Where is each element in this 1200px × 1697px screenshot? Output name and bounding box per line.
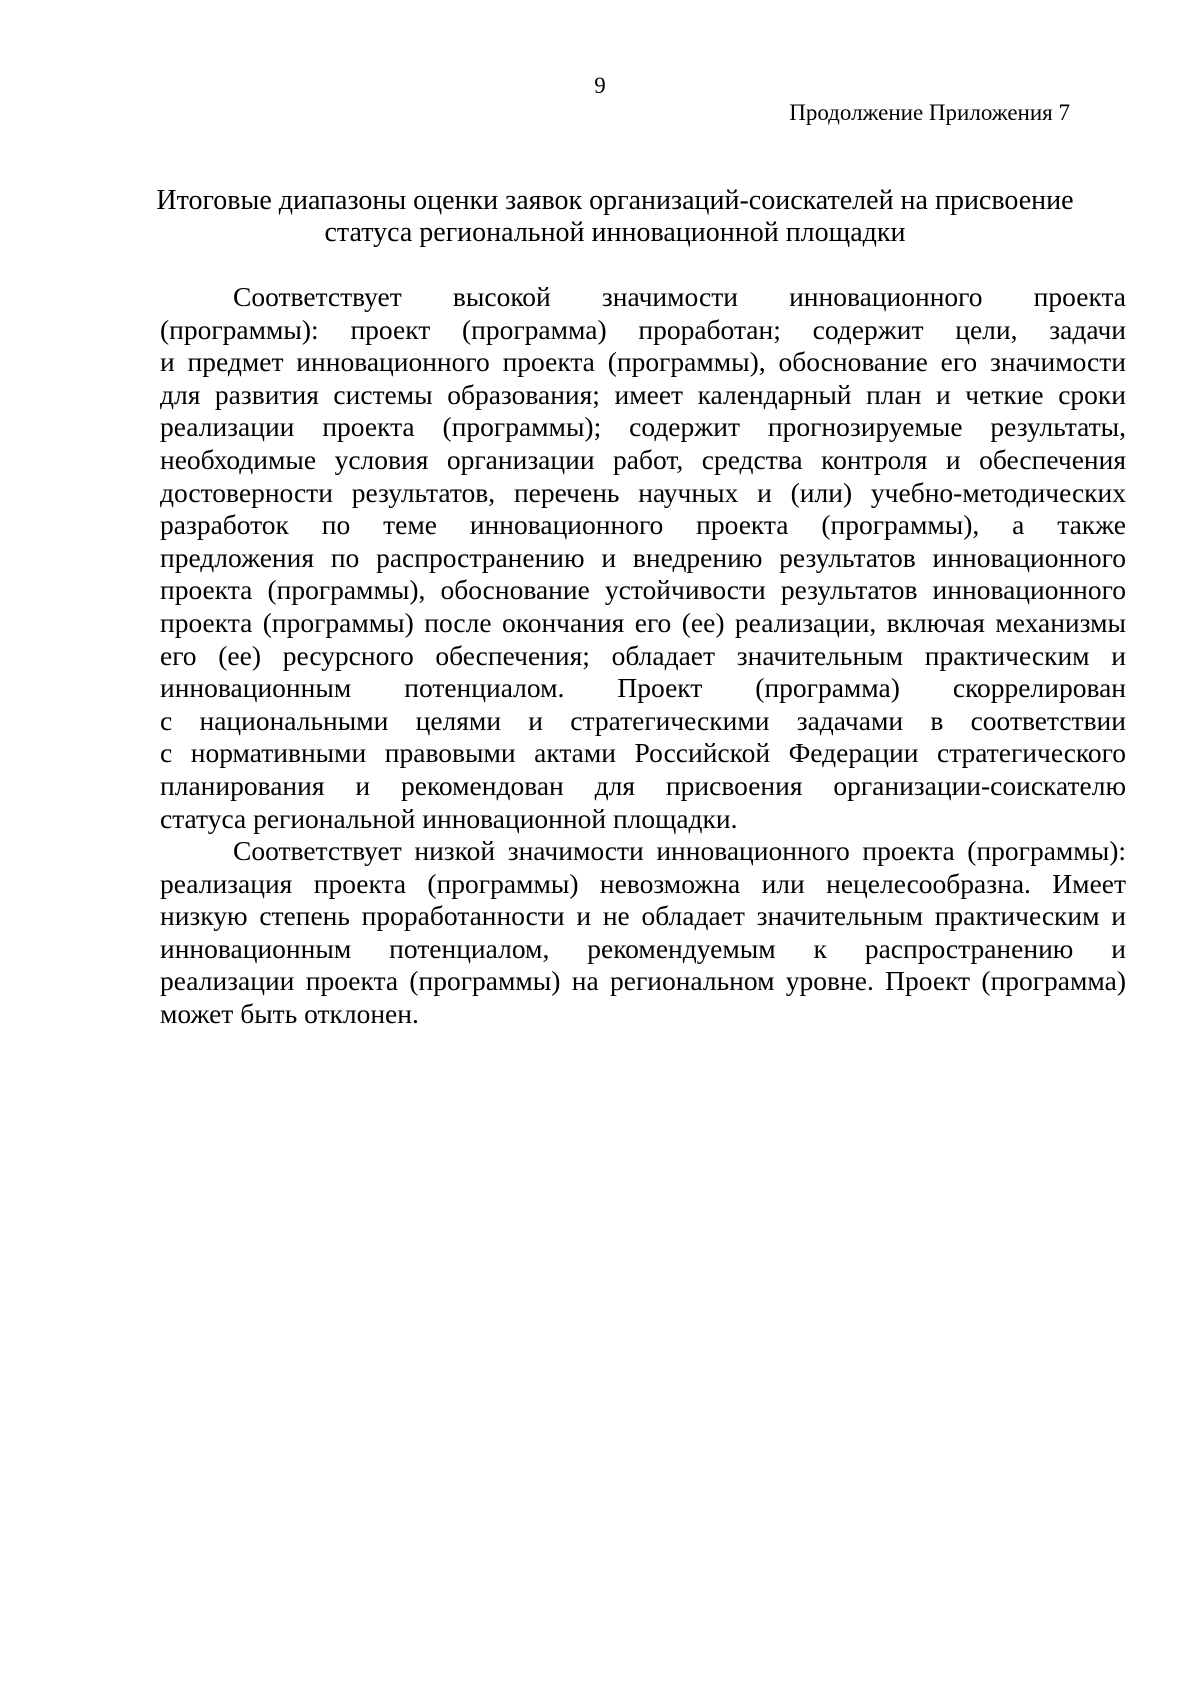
text-line: разработок по теме инновационного проекта (программы), а также <box>160 509 1126 541</box>
page-number: 9 <box>594 73 606 98</box>
text-line: и предмет инновационного проекта (программы), обоснование его значимости <box>160 346 1126 378</box>
document-title <box>140 185 1090 249</box>
text-line: может быть отклонен. <box>160 998 419 1030</box>
title-line: статуса региональной инновационной площадки <box>324 217 906 248</box>
text-line: (программы): проект (программа) проработан; содержит цели, задачи <box>160 313 1126 345</box>
text-line: необходимые условия организации работ, средства контроля и обеспечения <box>160 443 1126 475</box>
text-line: статуса региональной инновационной площадки. <box>160 802 738 834</box>
text-line: инновационным потенциалом. Проект (программа) скоррелирован <box>160 672 1126 704</box>
text-line: Соответствует высокой значимости инновационного проекта <box>233 281 1126 312</box>
text-line: Соответствует низкой значимости инновационного проекта (программы): <box>233 835 1126 867</box>
text-line: предложения по распространению и внедрению результатов инновационного <box>160 541 1126 573</box>
text-line: с нормативными правовыми актами Российской Федерации стратегического <box>160 737 1126 769</box>
appendix-continuation-note: Продолжение Приложения 7 <box>789 100 1070 125</box>
text-line: низкую степень проработанности и не обладает значительным практическим и <box>160 900 1126 932</box>
paragraph-high-significance <box>160 281 1126 835</box>
text-line: проекта (программы) после окончания его (ее) реализации, включая механизмы <box>160 606 1126 638</box>
text-line: планирования и рекомендован для присвоения организации-соискателю <box>160 769 1126 801</box>
text-line: достоверности результатов, перечень научных и (или) учебно-методических <box>160 476 1126 508</box>
paragraph-low-significance <box>160 835 1126 1031</box>
text-line: его (ее) ресурсного обеспечения; обладает значительным практическим и <box>160 639 1126 671</box>
text-line: реализации проекта (программы) на региональном уровне. Проект (программа) <box>160 965 1126 997</box>
text-line: реализация проекта (программы) невозможна или нецелесообразна. Имеет <box>160 867 1126 899</box>
title-line: Итоговые диапазоны оценки заявок организаций-соискателей на присвоение <box>156 185 1074 216</box>
text-line: проекта (программы), обоснование устойчивости результатов инновационного <box>160 574 1126 606</box>
body-text <box>160 281 1126 1031</box>
text-line: с национальными целями и стратегическими задачами в соответствии <box>160 704 1126 736</box>
text-line: для развития системы образования; имеет календарный план и четкие сроки <box>160 378 1126 410</box>
text-line: реализации проекта (программы); содержит прогнозируемые результаты, <box>160 411 1126 443</box>
text-line: инновационным потенциалом, рекомендуемым к распространению и <box>160 932 1126 964</box>
